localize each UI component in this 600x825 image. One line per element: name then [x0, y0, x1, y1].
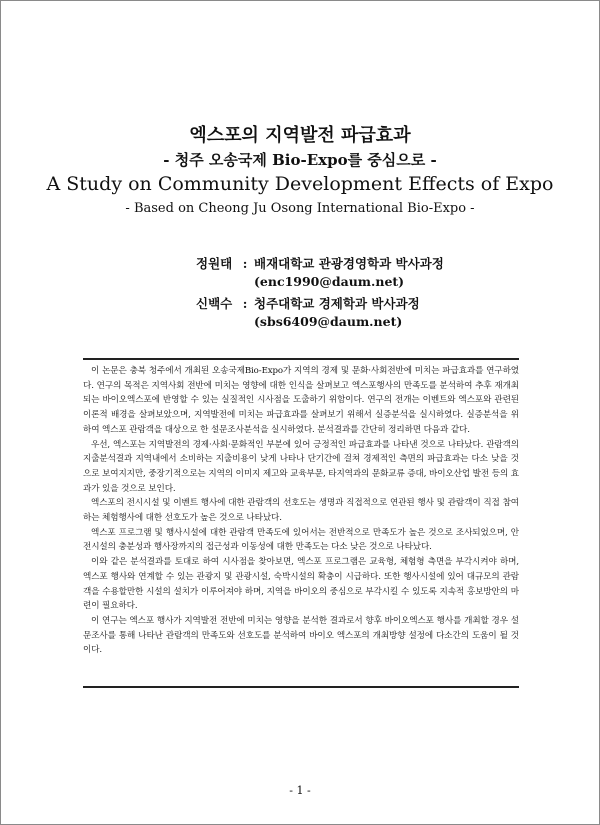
english-subtitle: - Based on Cheong Ju Osong International Bio-Expo -: [125, 201, 475, 216]
author-1-email: (enc1990@daum.net): [254, 274, 405, 289]
author-2-name: 신백수: [196, 296, 233, 311]
abstract-paragraph: 이 논문은 충북 청주에서 개최된 오송국제Bio-Expo가 지역의 경제 및 문화·사회전반에 미치는 파급효과를 연구하였다. 연구의 목적은 지역사회 전반에 미치는 영향에 대한 인식을 살펴보고 엑스포행사의 만족도를 분석하여 추후 재개최되는 바이오엑스포에 반영할 수 있는 실질적인 시사점을 도출하기 위함이다. 연구의 전개는 이벤트와 엑스포와 관련된 이론적 배경을 살펴보았으며, 지역발전에 미치는 파급효과를 살펴보기 위해서 실증분석을 실시하였다. 실증분석을 위하여 엑스포 관람객을 대상으로 한 설문조사분석을 실시하였다. 분석결과를 간단히 정리하면 다음과 같다.: [83, 366, 519, 435]
page-number: - 1 -: [289, 784, 311, 797]
abstract-box: [83, 358, 519, 688]
english-title: A Study on Community Development Effects of Expo: [46, 173, 554, 195]
author-1-affiliation: 배재대학교 관광경영학과 박사과정: [254, 256, 444, 271]
abstract-paragraph: 엑스포의 전시시설 및 이벤트 행사에 대한 관람객의 선호도는 생명과 직접적으로 연관된 행사 및 관람객이 직접 참여하는 체험행사에 대한 선호도가 높은 것으로 나타났다.: [83, 498, 519, 524]
author-1-name: 정원태: [196, 256, 233, 271]
author-2-affiliation: 청주대학교 경제학과 박사과정: [254, 296, 420, 311]
author-1-separator: :: [242, 256, 248, 271]
author-2: [196, 294, 420, 312]
abstract-paragraph: 이 연구는 엑스포 행사가 지역발전 전반에 미치는 영향을 분석한 결과로서 향후 바이오엑스포 행사를 개최할 경우 설문조사를 통해 나타난 관람객의 만족도와 선호도를 분석하여 바이오 엑스포의 개최방향 설정에 다소간의 도움이 될 것이다.: [83, 615, 519, 656]
abstract-paragraph: 엑스포 프로그램 및 행사시설에 대한 관람객 만족도에 있어서는 전반적으로 만족도가 높은 것으로 조사되었으며, 안전시설의 충분성과 행사장까지의 접근성과 이동성에 대한 만족도는 다소 낮은 것으로 나타났다.: [83, 527, 519, 553]
author-1: [196, 254, 444, 272]
abstract-paragraph: 우선, 엑스포는 지역발전의 경제·사회·문화적인 부분에 있어 긍정적인 파급효과를 나타낸 것으로 나타났다. 관람객의 지출분석결과 지역내에서 소비하는 지출비용이 낮게 나타나 단기간에 걸쳐 경제적인 측면의 파급효과는 다소 낮을 것으로 보여지지만, 중장기적으로는 지역의 이미지 제고와 교육부문, 타지역과의 문화교류 증대, 바이오산업 발전 등의 효과가 있을 것으로 보인다.: [83, 439, 519, 494]
abstract-paragraph: 이와 같은 분석결과를 토대로 하여 시사점을 찾아보면, 엑스포 프로그램은 교육형, 체험형 측면을 부각시켜야 하며, 엑스포 행사와 연계할 수 있는 관광지 및 관광시설, 숙박시설의 확충이 시급하다. 또한 행사시설에 있어 대규모의 관람객을 수용할만한 시설의 설치가 이루어져야 하며, 지역을 바이오의 중심으로 부각시킬 수 있도록 지속적 홍보방안의 마련이 필요하다.: [83, 557, 519, 612]
author-2-email: (sbs6409@daum.net): [254, 314, 403, 329]
korean-title: 엑스포의 지역발전 파급효과: [189, 125, 411, 146]
korean-subtitle: - 청주 오송국제 Bio-Expo를 중심으로 -: [163, 151, 437, 169]
author-2-separator: :: [242, 296, 248, 311]
